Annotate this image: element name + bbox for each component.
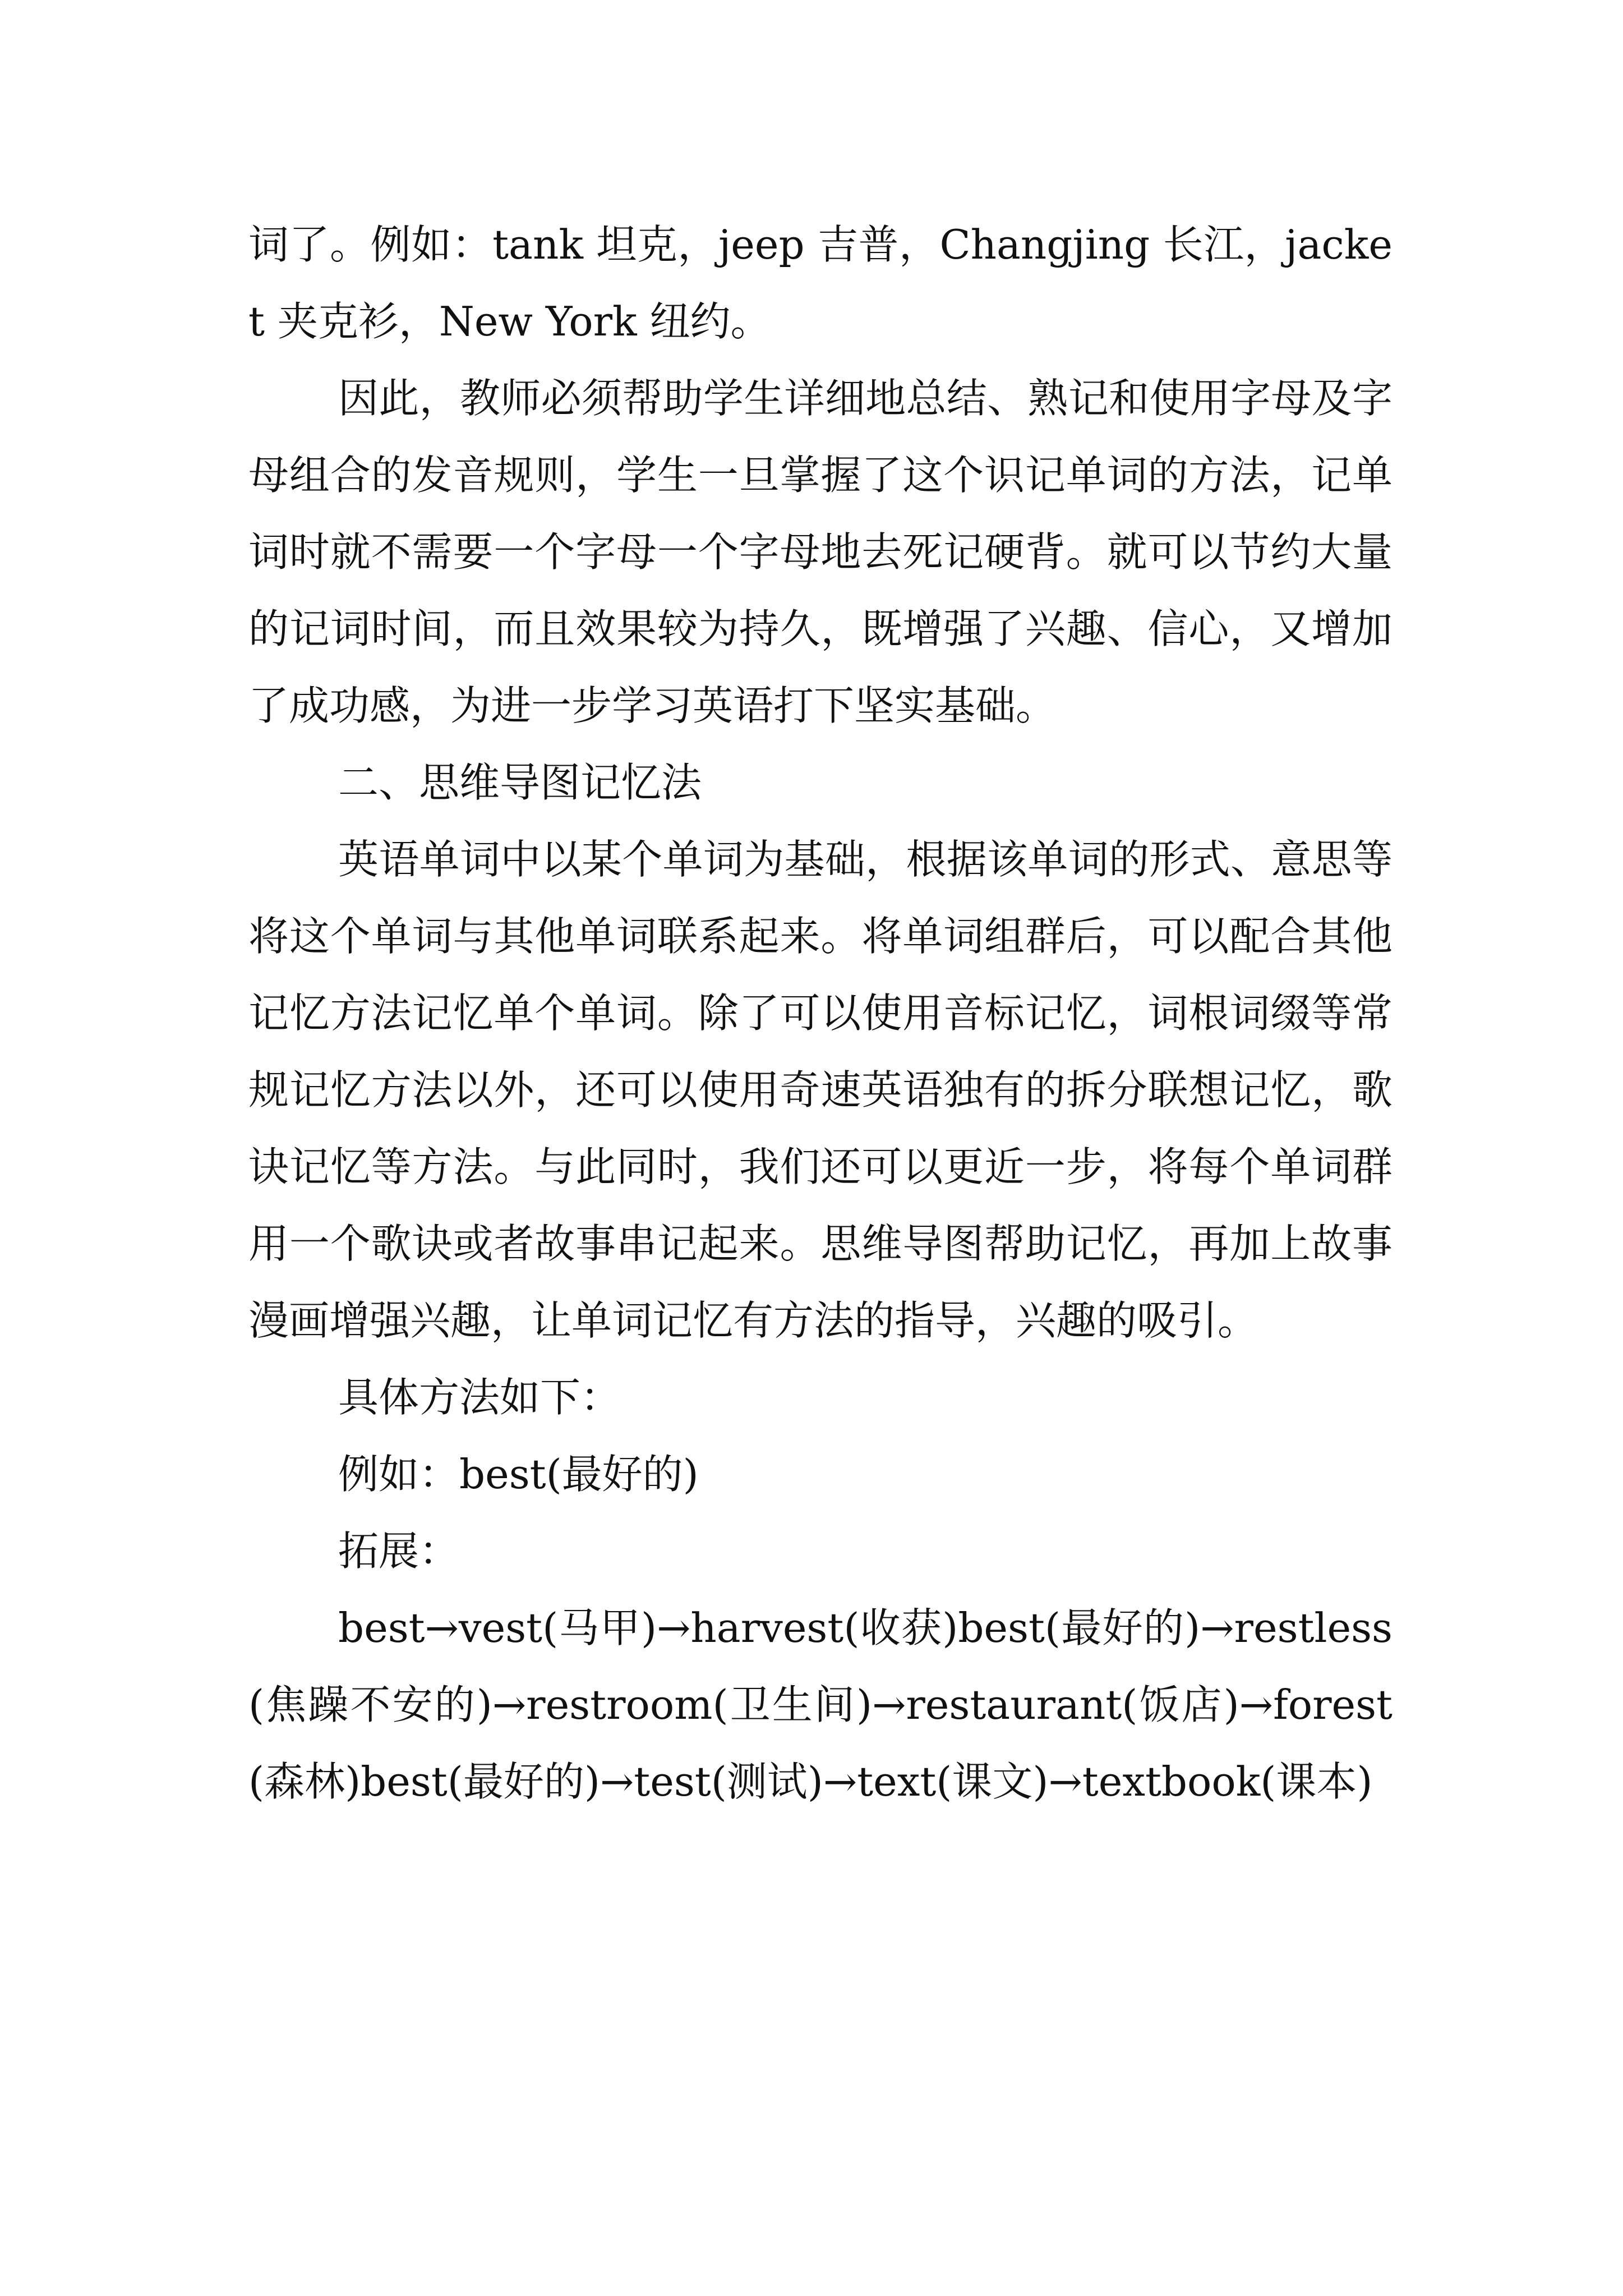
paragraph-expansion-label: 拓展： <box>338 1527 460 1575</box>
paragraph-word-chain: best→vest(马甲)→harvest(收获)best(最好的)→restless(焦躁不安的)→restroom(卫生间)→restaurant(饭店)→forest(森林)best(最好的)→test(测试)→text(课文)→textbook(课本) <box>248 1604 1393 1805</box>
paragraph-pronunciation-rules: 因此，教师必须帮助学生详细地总结、熟记和使用字母及字母组合的发音规则，学生一旦掌握了这个识记单词的方法，记单词时就不需要一个字母一个字母地去死记硬背。就可以节约大量的记词时间，而且效果较为持久，既增强了兴趣、信心，又增加了成功感，为进一步学习英语打下坚实基础。 <box>248 375 1393 729</box>
paragraph-method-intro: 具体方法如下： <box>338 1374 621 1421</box>
body-text <box>248 206 1393 1820</box>
paragraph-examples-end: 词了。例如：tank 坦克，jeep 吉普，Changjing 长江，jacket 夹克衫，New York 纽约。 <box>248 221 1393 345</box>
paragraph-mind-map-method: 英语单词中以某个单词为基础，根据该单词的形式、意思等将这个单词与其他单词联系起来。将单词组群后，可以配合其他记忆方法记忆单个单词。除了可以使用音标记忆，词根词缀等常规记忆方法以外，还可以使用奇速英语独有的拆分联想记忆，歌诀记忆等方法。与此同时，我们还可以更近一步，将每个单词群用一个歌诀或者故事串记起来。思维导图帮助记忆，再加上故事漫画增强兴趣，让单词记忆有方法的指导，兴趣的吸引。 <box>248 836 1393 1344</box>
section-heading-mind-map: 二、思维导图记忆法 <box>338 759 702 806</box>
paragraph-example-best: 例如：best(最好的) <box>338 1451 699 1498</box>
